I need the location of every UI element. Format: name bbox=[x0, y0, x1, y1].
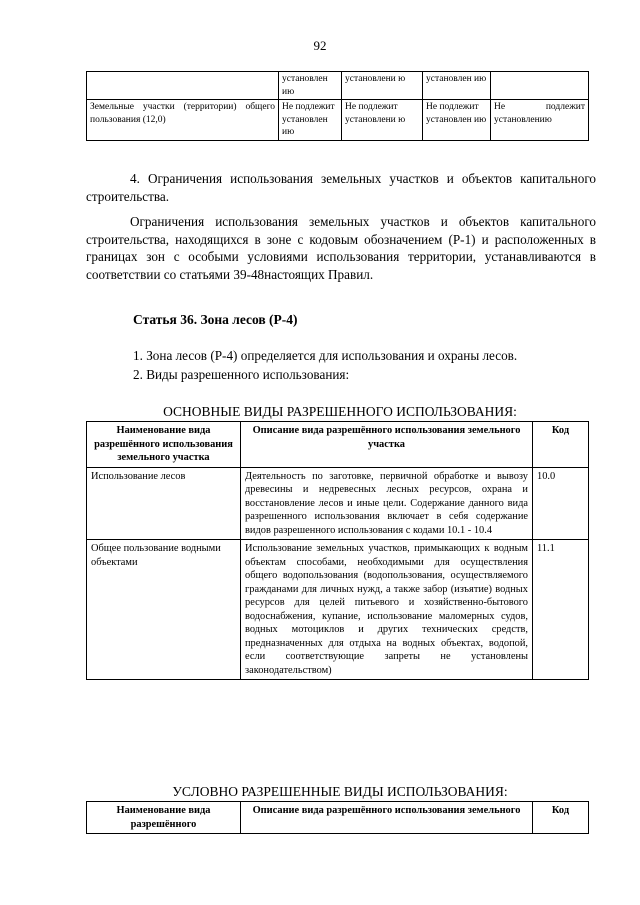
list-item: 2. Виды разрешенного использования: bbox=[133, 367, 350, 382]
table-cell: Не подлежит установлени ю bbox=[342, 100, 423, 141]
page-number: 92 bbox=[313, 38, 327, 53]
header-code: Код bbox=[533, 422, 589, 468]
use-description: Использование земельных участков, примыкающих к водным объектам способами, необходимыми для осуществления общего водопользования (водопользования, осуществляемого гражданами для личных нужд, а также забор (изъятие) водных ресурсов для целей питьевого и хозяйственно-бытового водоснабжения, купание, использование маломерных судов, водных мотоциклов и других технических средств, предназначенных для отдыха на водных объектах, водопой, если соответствующие запреты не установлены законодательством) bbox=[241, 540, 533, 680]
table-cell: Не подлежит установлен ию bbox=[279, 100, 342, 141]
use-code: 10.0 bbox=[533, 467, 589, 540]
table-header-row bbox=[87, 802, 589, 834]
conditional-uses-table bbox=[86, 801, 589, 834]
paragraph-restrictions-body bbox=[86, 213, 596, 283]
list-item: 1. Зона лесов (Р-4) определяется для использования и охраны лесов. bbox=[133, 348, 518, 363]
table-cell: установлен ию bbox=[423, 72, 491, 100]
use-name: Общее пользование водными объектами bbox=[87, 540, 241, 680]
table-cell bbox=[491, 72, 589, 100]
main-uses-table bbox=[86, 421, 589, 680]
paragraph-text: 4. Ограничения использования земельных участков и объектов капитального строительства. bbox=[86, 171, 596, 204]
table-cell bbox=[87, 72, 279, 100]
header-name: Наименование вида разрешённого bbox=[87, 802, 241, 834]
table-cell: установлени ю bbox=[342, 72, 423, 100]
header-name: Наименование вида разрешённого использования земельного участка bbox=[87, 422, 241, 468]
table-row bbox=[87, 72, 589, 100]
table-row bbox=[87, 100, 589, 141]
header-description: Описание вида разрешённого использования земельного bbox=[241, 802, 533, 834]
use-description: Деятельность по заготовке, первичной обработке и вывозу древесины и недревесных лесных ресурсов, охрана и восстановление лесов и иные цели. Содержание данного вида разрешенного использования включает в себя содержание видов разрешенного использования с кодами 10.1 - 10.4 bbox=[241, 467, 533, 540]
conditional-uses-caption: УСЛОВНО РАЗРЕШЕННЫЕ ВИДЫ ИСПОЛЬЗОВАНИЯ: bbox=[172, 784, 508, 799]
table-header-row bbox=[87, 422, 589, 468]
use-code: 11.1 bbox=[533, 540, 589, 680]
main-uses-caption: ОСНОВНЫЕ ВИДЫ РАЗРЕШЕННОГО ИСПОЛЬЗОВАНИЯ: bbox=[163, 404, 517, 419]
paragraph-restrictions-heading bbox=[86, 170, 596, 205]
table-cell: Земельные участки (территории) общего пользования (12,0) bbox=[87, 100, 279, 141]
zone-parameters-table bbox=[86, 71, 589, 141]
header-code: Код bbox=[533, 802, 589, 834]
paragraph-text: Ограничения использования земельных участков и объектов капитального строительства, находящихся в зоне с кодовым обозначением (Р-1) и расположенных в границах зон с особыми условиями использования территории, устанавливаются в соответствии со статьями 39-48настоящих Правил. bbox=[86, 214, 596, 282]
table-row bbox=[87, 467, 589, 540]
table-cell: Не подлежит установлен ию bbox=[423, 100, 491, 141]
table-row bbox=[87, 540, 589, 680]
table-cell: установлен ию bbox=[279, 72, 342, 100]
table-cell: Не подлежит установлению bbox=[491, 100, 589, 141]
article-heading: Статья 36. Зона лесов (Р-4) bbox=[133, 312, 298, 327]
use-name: Использование лесов bbox=[87, 467, 241, 540]
header-description: Описание вида разрешённого использования земельного участка bbox=[241, 422, 533, 468]
